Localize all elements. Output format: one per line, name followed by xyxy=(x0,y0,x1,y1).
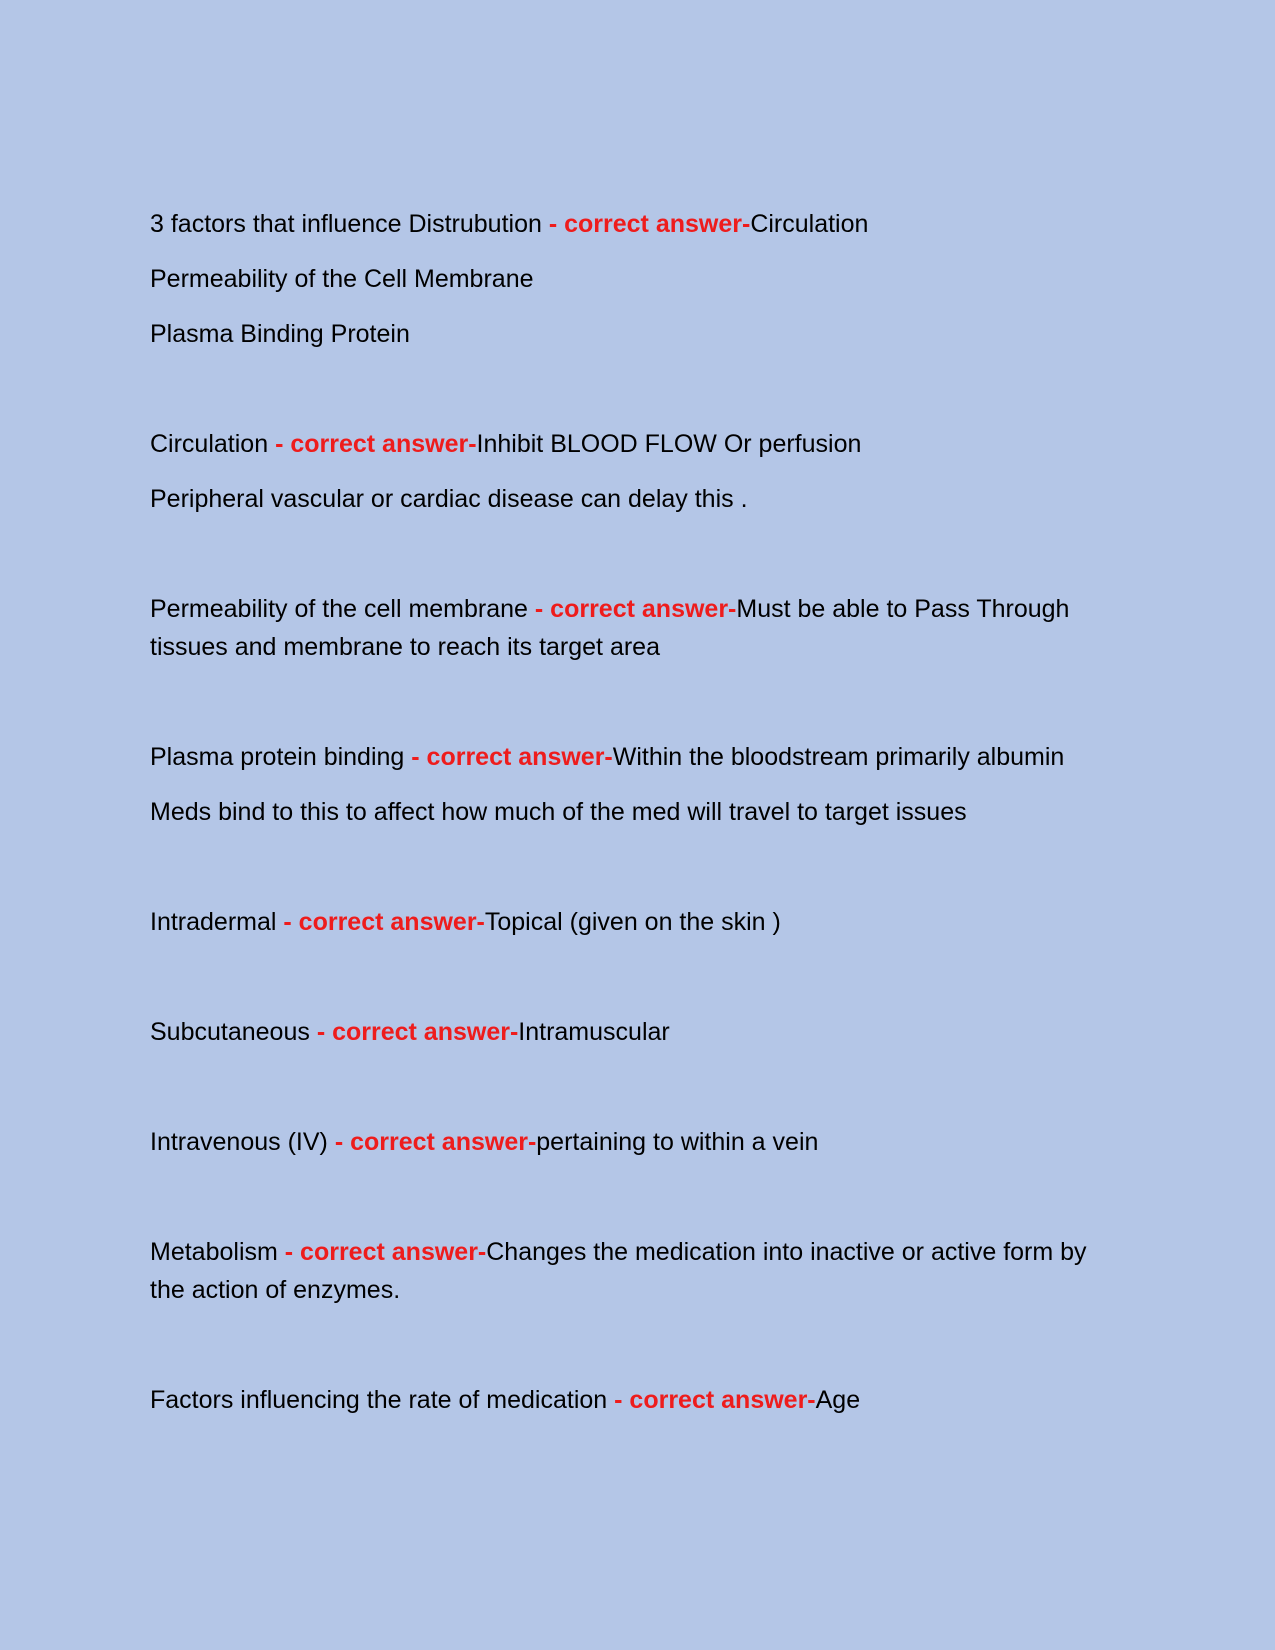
correct-answer-marker: - correct answer- xyxy=(534,595,737,623)
flashcard-entry xyxy=(150,1013,1125,1051)
question-line xyxy=(150,903,1125,941)
question-line xyxy=(150,425,1125,463)
term-text: Permeability of the cell membrane xyxy=(150,595,528,623)
term-text: Metabolism xyxy=(150,1238,278,1266)
question-line xyxy=(150,590,1125,666)
flashcard-entry xyxy=(150,425,1125,518)
correct-answer-marker: - correct answer- xyxy=(548,210,751,238)
question-line xyxy=(150,1013,1125,1051)
correct-answer-marker: - correct answer- xyxy=(284,1238,487,1266)
flashcard-entry xyxy=(150,903,1125,941)
term-text: Intradermal xyxy=(150,908,277,936)
answer-continuation-line: Meds bind to this to affect how much of the med will travel to target issues xyxy=(150,798,967,826)
question-line xyxy=(150,205,1125,243)
answer-text: Within the bloodstream primarily albumin xyxy=(612,743,1065,771)
answer-text: Intramuscular xyxy=(518,1018,670,1046)
answer-continuation-line: Plasma Binding Protein xyxy=(150,320,410,348)
answer-text: Age xyxy=(815,1386,861,1414)
term-text: Intravenous (IV) xyxy=(150,1128,328,1156)
answer-continuation-line: Permeability of the Cell Membrane xyxy=(150,265,534,293)
correct-answer-marker: - correct answer- xyxy=(411,743,613,771)
flashcard-list xyxy=(150,205,1125,1419)
question-line xyxy=(150,738,1125,776)
term-text: Plasma protein binding xyxy=(150,743,405,771)
term-text: Factors influencing the rate of medication xyxy=(150,1386,608,1414)
flashcard-entry xyxy=(150,590,1125,666)
correct-answer-marker: - correct answer- xyxy=(283,908,485,936)
flashcard-entry xyxy=(150,1233,1125,1309)
answer-text: Changes the medication into inactive or active form by the action of enzymes. xyxy=(150,1238,1087,1304)
flashcard-entry xyxy=(150,738,1125,831)
answer-continuation-line: Peripheral vascular or cardiac disease can delay this . xyxy=(150,485,748,513)
answer-text: Circulation xyxy=(750,210,869,238)
answer-text: Inhibit BLOOD FLOW Or perfusion xyxy=(476,430,862,458)
answer-text: Must be able to Pass Through tissues and membrane to reach its target area xyxy=(150,595,1070,661)
answer-text: pertaining to within a vein xyxy=(536,1128,819,1156)
correct-answer-marker: - correct answer- xyxy=(614,1386,816,1414)
question-line xyxy=(150,1381,1125,1419)
question-line xyxy=(150,1123,1125,1161)
correct-answer-marker: - correct answer- xyxy=(316,1018,519,1046)
question-line xyxy=(150,1233,1125,1309)
answer-text: Topical (given on the skin ) xyxy=(484,908,781,936)
term-text: 3 factors that influence Distrubution xyxy=(150,210,542,238)
term-text: Subcutaneous xyxy=(150,1018,310,1046)
correct-answer-marker: - correct answer- xyxy=(275,430,477,458)
correct-answer-marker: - correct answer- xyxy=(334,1128,537,1156)
flashcard-entry xyxy=(150,205,1125,353)
flashcard-entry xyxy=(150,1123,1125,1161)
flashcard-entry xyxy=(150,1381,1125,1419)
term-text: Circulation xyxy=(150,430,269,458)
